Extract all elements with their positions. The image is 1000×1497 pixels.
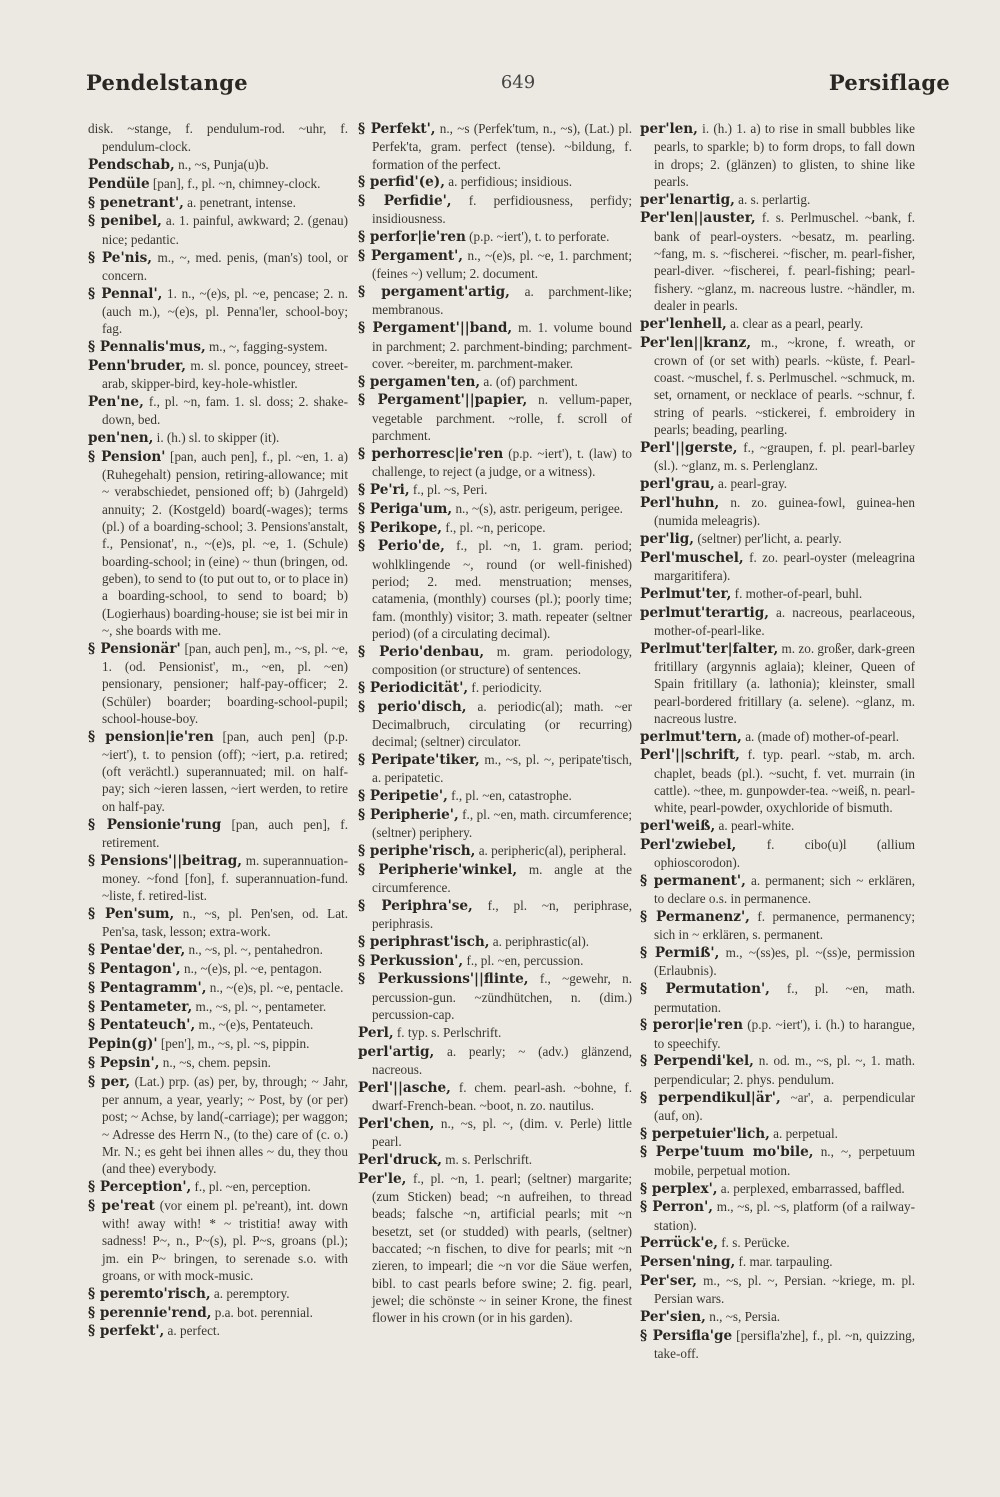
entry-headword: § Pe'ri, <box>358 481 410 498</box>
dictionary-column-2 <box>358 120 632 1437</box>
dictionary-entry <box>88 1178 348 1196</box>
entry-headword: per'len, <box>640 121 698 137</box>
dictionary-entry <box>640 1143 915 1179</box>
dictionary-entry <box>640 908 915 944</box>
entry-definition: m. 1. volume bound in parchment; 2. parchment-binding; parchment-cover. ~bereiter, m. parchment-maker. <box>372 320 632 371</box>
entry-headword: § Peripetie', <box>358 787 448 804</box>
entry-headword: § periphe'risch, <box>358 842 476 859</box>
entry-headword: § perennie'rend, <box>88 1304 212 1321</box>
entry-definition: f., pl. ~n, pericope. <box>445 519 546 535</box>
entry-definition: f., pl. ~en, math. permutation. <box>654 981 915 1015</box>
entry-definition: (Lat.) prp. (as) per, by, through; ~ Jahr, per annum, a year, yearly; ~ Post, by (or per) post; ~ Achse, by land(-carriage); per waggon; ~ Adresse des Herrn N., (to the) care of (c. o.) Mr. N.; es geht bei ihnen alles ~ du, they thou (and thee) everybody. <box>102 1073 348 1177</box>
entry-definition: m. gram. periodology, composition (or structure) of sentences. <box>372 643 632 677</box>
entry-definition: a. peremptory. <box>213 1285 290 1301</box>
entry-definition: f. periodicity. <box>471 679 542 695</box>
entry-definition: n., ~s (Perfek'tum, n., ~s), (Lat.) pl. Perfek'ta, gram. perfect (tense). ~bildung, f. formation of the perfect. <box>372 121 632 172</box>
entry-definition: a. nacreous, pearlaceous, mother-of-pearl-like. <box>654 604 915 638</box>
page-header <box>86 70 950 106</box>
dictionary-entry <box>640 549 915 585</box>
entry-headword: § periphrast'isch, <box>358 933 490 950</box>
entry-definition: f., pl. ~n, fam. 1. sl. doss; 2. shake-down, bed. <box>102 393 348 428</box>
right-running-headword: Persiflage <box>828 70 950 95</box>
entry-definition: n., ~s, pl. ~, pentahedron. <box>188 942 323 958</box>
entry-definition: (p.p. ~iert'), t. to perforate. <box>469 229 610 245</box>
dictionary-entry <box>88 640 348 727</box>
entry-headword: § Perikope, <box>358 519 443 536</box>
entry-headword: Persen'ning, <box>640 1254 736 1271</box>
entry-headword: § perpetuier'lich, <box>640 1125 770 1142</box>
dictionary-entry <box>358 319 632 372</box>
entry-headword: § Pergament'||band, <box>358 320 513 337</box>
entry-headword: § Permiß', <box>640 945 720 962</box>
entry-definition: 1. n., ~(e)s, pl. ~e, pencase; 2. n. (auch m.), ~(e)s, pl. Penna'ler, school-boy; fag. <box>102 285 348 337</box>
entry-definition: f. s. Perücke. <box>721 1235 790 1251</box>
entry-headword: § penetrant', <box>88 194 184 211</box>
dictionary-entry <box>358 1024 632 1042</box>
entry-headword: § perfid'(e), <box>358 174 445 191</box>
entry-definition: m. s. Perlschrift. <box>445 1151 533 1167</box>
entry-definition: n., ~(s), astr. perigeum, perigee. <box>455 500 623 516</box>
entry-headword: § Peripherie', <box>358 806 459 823</box>
entry-headword: Perl'zwiebel, <box>640 836 737 853</box>
dictionary-entry <box>358 537 632 642</box>
dictionary-entry <box>88 1285 348 1303</box>
entry-headword: § Pensionie'rung <box>88 816 222 833</box>
dictionary-entry <box>88 212 348 248</box>
entry-definition: f., pl. ~s, Peri. <box>412 481 488 497</box>
entry-headword: § Pepsin', <box>88 1054 160 1071</box>
entry-definition: a. perfidious; insidious. <box>448 174 573 190</box>
dictionary-entry <box>358 192 632 228</box>
dictionary-entry <box>640 1327 915 1363</box>
dictionary-entry <box>88 816 348 852</box>
entry-headword: pen'nen, <box>88 430 154 447</box>
entry-definition: f. mar. tarpauling. <box>738 1254 833 1270</box>
entry-headword: Per'len||kranz, <box>640 334 752 351</box>
entry-headword: § perhorresc|ie'ren <box>358 445 504 462</box>
entry-definition: m., ~s, pl. ~, pentameter. <box>195 998 327 1014</box>
dictionary-entry <box>640 1089 915 1125</box>
dictionary-entry <box>88 338 348 356</box>
dictionary-entry <box>358 173 632 191</box>
dictionary-entry <box>358 952 632 970</box>
dictionary-entry <box>88 979 348 997</box>
dictionary-entry <box>358 120 632 173</box>
dictionary-entry <box>358 445 632 481</box>
entry-headword: per'lig, <box>640 530 695 547</box>
dictionary-entry <box>88 448 348 639</box>
entry-definition: (p.p. ~iert'), t. (law) to challenge, to reject (a judge, or a witness). <box>372 445 632 480</box>
entry-headword: Penn'bruder, <box>88 357 187 374</box>
dictionary-entry <box>640 1125 915 1143</box>
dictionary-entry <box>358 373 632 391</box>
entry-definition: a. pearl-gray. <box>718 475 788 491</box>
dictionary-entry <box>358 1170 632 1327</box>
entry-definition: [pan], f., pl. ~n, chimney-clock. <box>152 175 321 191</box>
dictionary-entry <box>88 120 348 156</box>
entry-definition: [pan, auch pen], f. retirement. <box>102 816 348 850</box>
dictionary-entry <box>358 519 632 537</box>
dictionary-entry <box>88 1304 348 1322</box>
entry-definition: f., pl. ~en, math. circumference; (seltner) periphery. <box>372 806 632 841</box>
entry-headword: § Pensions'||beitrag, <box>88 852 242 869</box>
dictionary-entry <box>358 861 632 897</box>
dictionary-entry <box>640 872 915 908</box>
dictionary-entry <box>88 429 348 447</box>
dictionary-entry <box>640 585 915 603</box>
entry-definition: disk. ~stange, f. pendulum-rod. ~uhr, f. pendulum-clock. <box>88 121 348 155</box>
dictionary-entry <box>640 315 915 333</box>
dictionary-entry <box>88 960 348 978</box>
entry-definition: [pan, auch pen] (p.p. ~iert'), t. to pension (off); ~iert, p.a. retired; (oft verächtl.) superannuated; mil. on half-pay; sich ~ieren lassen, ~iert werden, to retire on half-pay. <box>102 728 348 814</box>
entry-definition: (p.p. ~iert'), i. (h.) to harangue, to speechify. <box>654 1017 915 1051</box>
dictionary-entry <box>640 1180 915 1198</box>
dictionary-column-3 <box>640 120 915 1437</box>
entry-definition: m., ~s, pl. ~s, platform (of a railway-station). <box>654 1199 915 1233</box>
entry-definition: a. perpetual. <box>773 1125 838 1141</box>
dictionary-entry <box>88 156 348 174</box>
entry-definition: p.a. bot. perennial. <box>214 1304 313 1320</box>
entry-headword: § perio'disch, <box>358 698 467 715</box>
entry-definition: a. 1. painful, awkward; 2. (genau) nice; pedantic. <box>102 213 348 247</box>
entry-definition: a. (made of) mother-of-pearl. <box>745 728 900 744</box>
entry-headword: Pen'ne, <box>88 393 144 410</box>
dictionary-entry <box>358 1115 632 1151</box>
entry-headword: perlmut'tern, <box>640 728 742 745</box>
dictionary-entry <box>88 1016 348 1034</box>
entry-definition: n. od. m., ~s, pl. ~, 1. math. perpendicular; 2. phys. pendulum. <box>654 1053 915 1087</box>
entry-headword: Pendüle <box>88 175 150 192</box>
entry-definition: i. (h.) sl. to skipper (it). <box>156 430 280 446</box>
dictionary-entry <box>358 643 632 679</box>
dictionary-entry <box>640 640 915 727</box>
entry-headword: § Perfekt', <box>358 121 436 137</box>
entry-headword: § per, <box>88 1073 131 1090</box>
entry-definition: n. zo. guinea-fowl, guinea-hen (numida meleagris). <box>654 494 915 529</box>
dictionary-entry <box>640 746 915 816</box>
dictionary-entry <box>640 836 915 872</box>
entry-headword: § Pentateuch', <box>88 1017 196 1034</box>
entry-definition: n., ~s, Persia. <box>709 1309 781 1325</box>
entry-definition: a. parchment-like; membranous. <box>372 284 632 318</box>
dictionary-entry <box>358 933 632 951</box>
entry-headword: § Pergament', <box>358 248 464 265</box>
entry-headword: § perplex', <box>640 1180 718 1197</box>
entry-definition: a. permanent; sich ~ erklären, to declare o.s. in permanence. <box>654 872 915 907</box>
entry-headword: § Pensionär' <box>88 640 181 657</box>
dictionary-entry <box>640 439 915 475</box>
entry-headword: perl'grau, <box>640 475 715 492</box>
entry-headword: § perfor|ie'ren <box>358 229 466 246</box>
page-number: 649 <box>500 72 536 93</box>
entry-headword: Perrück'e, <box>640 1235 718 1252</box>
entry-definition: m., ~krone, f. wreath, or crown of (or set with) pearls. ~küste, f. Pearl-coast. ~muschel, f. s. Perlmuschel. ~schmuck, m. set, ornament, or necklace of pearls. ~schnur, f. string of pearls. ~stickerei, f. embroidery in pearls; beading, pearling. <box>654 334 915 438</box>
entry-definition: f., pl. ~en, perception. <box>194 1179 311 1195</box>
entry-definition: m., ~(e)s, Pentateuch. <box>198 1017 314 1033</box>
entry-headword: Perl'||schrift, <box>640 747 740 764</box>
entry-headword: per'lenartig, <box>640 191 735 208</box>
entry-headword: Perl'druck, <box>358 1151 442 1168</box>
entry-definition: n., ~s, pl. Pen'sen, od. Lat. Pen'sa, task, lesson; extra-work. <box>102 906 348 940</box>
dictionary-entry <box>640 817 915 835</box>
entry-definition: n., ~(e)s, pl. ~e, 1. parchment; (feines ~) vellum; 2. document. <box>372 248 632 282</box>
dictionary-entry <box>358 1043 632 1079</box>
entry-headword: § Pentagramm', <box>88 979 207 996</box>
entry-headword: § Peripate'tiker, <box>358 751 480 768</box>
entry-definition: i. (h.) 1. a) to rise in small bubbles like pearls, to sparkle; b) to form drops, to fall down in drops; 2. (glänzen) to glisten, to shine like pearls. <box>654 121 915 189</box>
entry-headword: § Perfidie', <box>358 193 452 210</box>
dictionary-entry <box>88 175 348 193</box>
entry-headword: § Peripherie'winkel, <box>358 861 518 878</box>
dictionary-entry <box>358 787 632 805</box>
dictionary-entry <box>358 897 632 933</box>
entry-headword: Per'sien, <box>640 1309 706 1326</box>
entry-definition: m. zo. großer, dark-green fritillary (argynnis aglaia); kleiner, Queen of Spain fritillary (a. lathonia); kleinster, small pearl-bordered fritillary (a. selene). ~glanz, m. nacreous lustre. <box>654 640 915 726</box>
entry-headword: § permanent', <box>640 872 746 889</box>
entry-headword: Perl'huhn, <box>640 494 720 511</box>
dictionary-entry <box>88 1054 348 1072</box>
entry-definition: a. (of) parchment. <box>483 373 578 389</box>
dictionary-entry <box>88 728 348 815</box>
dictionary-entry <box>88 1322 348 1340</box>
entry-definition: f., pl. ~en, percussion. <box>466 952 584 968</box>
dictionary-entry <box>88 1197 348 1284</box>
dictionary-entry <box>88 249 348 285</box>
entry-definition: f. cibo(u)l (allium ophioscorodon). <box>654 836 915 871</box>
dictionary-entry <box>88 393 348 429</box>
entry-definition: m., ~, med. penis, (man's) tool, or concern. <box>102 249 348 283</box>
entry-definition: n., ~(e)s, pl. ~e, pentacle. <box>209 979 344 995</box>
dictionary-entry <box>88 998 348 1016</box>
entry-headword: perl'artig, <box>358 1043 435 1060</box>
dictionary-entry <box>640 1016 915 1052</box>
entry-headword: § pergamen'ten, <box>358 373 481 390</box>
dictionary-entry <box>640 120 915 190</box>
entry-headword: § peror|ie'ren <box>640 1017 743 1034</box>
entry-headword: § Perpe'tuum mo'bile, <box>640 1144 814 1161</box>
dictionary-entry <box>358 500 632 518</box>
entry-definition: a. perfect. <box>167 1323 220 1339</box>
entry-definition: f. s. Perlmuschel. ~bank, f. bank of pearl-oysters. ~besatz, m. pearling. ~fang, m. s. ~fischerei. ~fischer, m. pearl-fisher, pearl-diver. ~fischerei, f. pearl-fishing; pearl-fishery. ~glanz, m. nacreous lustre. ~händler, m. dealer in pearls. <box>654 210 915 313</box>
dictionary-entry <box>358 751 632 787</box>
dictionary-entry <box>640 334 915 439</box>
entry-definition: [pan, auch pen], m., ~s, pl. ~e, 1. (od. Pensionist', m., ~en, pl. ~en) pensionary, pensioner; half-pay-officer; 2. (Schüler) boarder; boarding-school-pupil; school-house-boy. <box>102 640 348 726</box>
entry-headword: Pepin(g)' <box>88 1036 158 1053</box>
left-running-headword: Pendelstange <box>86 70 248 95</box>
entry-headword: § Pe'nis, <box>88 249 153 266</box>
entry-definition: f. typ. pearl. ~stab, m. arch. chaplet, beads (pl.). ~sucht, f. vet. murrain (in cattle). ~thee, m. gunpowder-tea. ~weiß, n. pearl-white, pearl-powder, oxychloride of bismuth. <box>654 747 915 816</box>
entry-definition: n., ~s, chem. pepsin. <box>162 1054 271 1070</box>
entry-definition: n., ~(e)s, pl. ~e, pentagon. <box>183 960 323 976</box>
dictionary-entry <box>358 391 632 444</box>
entry-headword: § Perron', <box>640 1199 713 1216</box>
dictionary-entry <box>640 1308 915 1326</box>
entry-definition: [pan, auch pen], f., pl. ~en, 1. a) (Ruhegehalt) pension, retiring-allowance; mit ~ verabschiedet, pensioned off; b) (Jahrgeld) annuity; 2. (Kostgeld) board(-wages); terms (pl.) of a boarding-school; 3. Pensions'anstalt, f., Pensionat', n., ~(e)s, pl. ~e, 1. (Schule) boarding-school; in (eine) ~ thun (bringen, od. geben), to send to (to put out to, or to place in) a boarding-school, to send to board; b) (Logierhaus) boarding-house; sie ist bei mir in ~, she boards with me. <box>102 448 348 638</box>
entry-headword: § perfekt', <box>88 1323 165 1340</box>
entry-definition: f., pl. ~n, 1. pearl; (seltner) margarite; (zum Sticken) bead; ~n aufreihen, to thread beads; falsche ~n, artificial pearls; mit ~n besetzt, set (or studded) with pearls, (seltner) baccated; ~n fischen, to dive for pearls; mit ~n zieren, to impearl; die ~n vor die Säue werfen, bibl. to cast pearls before swine; 2. fig. pearl, jewel; die schönste ~ in seiner Krone, the finest flower in his crown (or in his garden). <box>372 1170 632 1326</box>
entry-definition: f. typ. s. Perlschrift. <box>396 1024 502 1040</box>
dictionary-entry <box>640 728 915 746</box>
entry-definition: f., pl. ~n, 1. gram. period; wohlklingende ~, round (or well-finished) period; 2. med. menstruation; menses, catamenia, (monthly) courses (pl.); poorly time; fam. (monthly) visitor; 3. math. repeater (seltner period) (of a circulating decimal). <box>372 538 632 641</box>
dictionary-entry <box>358 842 632 860</box>
entry-headword: § Pennalis'mus, <box>88 339 206 356</box>
entry-headword: § peremto'risch, <box>88 1285 211 1302</box>
dictionary-entry <box>358 698 632 751</box>
entry-headword: § Permanenz', <box>640 909 750 926</box>
dictionary-entry <box>358 283 632 319</box>
entry-definition: a. pearl-white. <box>718 818 795 834</box>
dictionary-entry <box>88 1073 348 1178</box>
entry-definition: a. pearly; ~ (adv.) glänzend, nacreous. <box>372 1043 632 1077</box>
entry-definition: m., ~s, pl. ~, peripate'tisch, a. peripatetic. <box>372 751 632 786</box>
entry-headword: Per'len||auster, <box>640 210 756 227</box>
entry-headword: per'lenhell, <box>640 315 727 332</box>
entry-headword: Perl, <box>358 1024 394 1041</box>
entry-headword: § Pentameter, <box>88 998 193 1015</box>
entry-headword: § Perkussions'||flinte, <box>358 971 529 988</box>
entry-definition: ~ar', a. perpendicular (auf, on). <box>654 1089 915 1123</box>
entry-headword: § Pentae'der, <box>88 942 186 959</box>
entry-headword: § Periga'um, <box>358 500 453 517</box>
dictionary-entry <box>358 806 632 842</box>
dictionary-entry <box>640 1052 915 1088</box>
entry-headword: § Persifla'ge <box>640 1327 733 1344</box>
entry-definition: f. zo. pearl-oyster (meleagrina margaritifera). <box>654 549 915 583</box>
entry-definition: a. perplexed, embarrassed, baffled. <box>720 1180 905 1196</box>
entry-headword: § Pen'sum, <box>88 906 175 923</box>
entry-headword: § pension|ie'ren <box>88 728 214 745</box>
dictionary-entry <box>640 604 915 640</box>
entry-definition: f., pl. ~en, catastrophe. <box>451 787 572 803</box>
entry-definition: m., ~, fagging-system. <box>209 339 328 355</box>
dictionary-entry <box>358 1079 632 1115</box>
entry-definition: f. perfidiousness, perfidy; insidiousness. <box>372 193 632 227</box>
dictionary-entry <box>640 1272 915 1308</box>
entry-headword: Perl'||gerste, <box>640 439 738 456</box>
dictionary-entry <box>640 530 915 548</box>
dictionary-entry <box>358 970 632 1023</box>
entry-definition: m. sl. ponce, pouncey, street-arab, skipper-bird, key-hole-whistler. <box>102 357 348 392</box>
entry-headword: § Pergament'||papier, <box>358 392 528 409</box>
entry-definition: a. peripheric(al), peripheral. <box>478 842 627 858</box>
dictionary-entry <box>640 1198 915 1234</box>
dictionary-column-1 <box>88 120 348 1437</box>
entry-headword: § pe'reat <box>88 1197 155 1214</box>
entry-definition: m. superannuation-money. ~fond [fon], f. superannuation-fund. ~liste, f. retired-list. <box>102 852 348 904</box>
entry-headword: § Perception', <box>88 1179 192 1196</box>
dictionary-entry <box>640 1234 915 1252</box>
dictionary-entry <box>358 481 632 499</box>
entry-definition: [pen'], m., ~s, pl. ~s, pippin. <box>160 1036 310 1052</box>
entry-definition: (vor einem pl. pe'reant), int. down with! away with! * ~ tristitia! away with sadness! P~, n., P~(s), pl. P~s, groans (pl.); jm. ein P~ bringen, to serenade s.o. with groans, or with mock-music. <box>102 1197 348 1283</box>
entry-definition: m., ~(ss)es, pl. ~(ss)e, permission (Erlaubnis). <box>654 945 915 979</box>
entry-headword: § Permutation', <box>640 981 770 998</box>
entry-headword: § Pension' <box>88 448 166 465</box>
entry-definition: a. periodic(al); math. ~er Decimalbruch, circulating (or recurring) decimal; (seltner) circulator. <box>372 698 632 750</box>
entry-definition: f. permanence, permanency; sich in ~ erklären, s. permanent. <box>654 909 915 943</box>
entry-definition: n., ~s, Punja(u)b. <box>178 157 269 173</box>
entry-definition: f. mother-of-pearl, buhl. <box>734 585 863 601</box>
entry-headword: Perl'chen, <box>358 1115 435 1132</box>
dictionary-entry <box>88 357 348 393</box>
entry-definition: f., ~gewehr, n. percussion-gun. ~zündhütchen, n. (dim.) percussion-cap. <box>372 971 632 1023</box>
entry-headword: § Pentagon', <box>88 960 181 977</box>
entry-definition: m. angle at the circumference. <box>372 861 632 895</box>
entry-headword: perl'weiß, <box>640 818 716 835</box>
entry-definition: (seltner) per'licht, a. pearly. <box>697 530 842 546</box>
dictionary-entry <box>88 852 348 905</box>
entry-headword: Perlmut'ter|falter, <box>640 640 779 657</box>
entry-definition: a. s. perlartig. <box>738 191 811 207</box>
dictionary-entry <box>640 475 915 493</box>
dictionary-entry <box>358 1151 632 1169</box>
entry-headword: § perpendikul|är', <box>640 1089 781 1106</box>
dictionary-entry <box>358 228 632 246</box>
entry-headword: § Perpendi'kel, <box>640 1053 754 1070</box>
entry-headword: perlmut'terartig, <box>640 604 769 621</box>
entry-definition: f., pl. ~n, periphrase, periphrasis. <box>372 897 632 932</box>
entry-definition: a. penetrant, intense. <box>187 194 296 210</box>
entry-headword: Per'ser, <box>640 1273 698 1289</box>
dictionary-entry <box>640 1253 915 1271</box>
entry-definition: a. periphrastic(al). <box>492 933 590 949</box>
entry-headword: § Pennal', <box>88 285 163 302</box>
dictionary-entry <box>640 209 915 314</box>
dictionary-entry <box>88 1035 348 1053</box>
dictionary-entry <box>88 905 348 941</box>
entry-headword: § Periphra'se, <box>358 897 473 914</box>
entry-definition: [persifla'zhe], f., pl. ~n, quizzing, take-off. <box>654 1327 915 1362</box>
entry-headword: Per'le, <box>358 1170 407 1187</box>
entry-headword: § Perio'denbau, <box>358 643 485 660</box>
entry-headword: Pendschab, <box>88 157 175 174</box>
dictionary-entry <box>88 194 348 212</box>
entry-headword: § Periodicität', <box>358 679 469 696</box>
dictionary-entry <box>640 944 915 980</box>
dictionary-entry <box>88 941 348 959</box>
entry-headword: Perl'muschel, <box>640 549 744 566</box>
dictionary-entry <box>358 247 632 283</box>
dictionary-entry <box>358 679 632 697</box>
dictionary-entry <box>640 191 915 209</box>
entry-definition: f. chem. pearl-ash. ~bohne, f. dwarf-French-bean. ~boot, n. zo. nautilus. <box>372 1079 632 1114</box>
entry-definition: a. clear as a pearl, pearly. <box>730 315 864 331</box>
entry-headword: § pergament'artig, <box>358 284 510 301</box>
dictionary-entry <box>640 980 915 1016</box>
entry-definition: n., ~, perpetuum mobile, perpetual motion. <box>654 1144 915 1178</box>
entry-definition: f., ~graupen, f. pl. pearl-barley (sl.). ~glanz, m. s. Perlenglanz. <box>654 439 915 474</box>
dictionary-entry <box>88 285 348 338</box>
entry-definition: n., ~s, pl. ~, (dim. v. Perle) little pearl. <box>372 1115 632 1150</box>
entry-headword: Perl'||asche, <box>358 1079 451 1096</box>
entry-headword: § Perkussion', <box>358 952 464 969</box>
entry-definition: n. vellum-paper, vegetable parchment. ~rolle, f. scroll of parchment. <box>372 392 632 444</box>
entry-headword: § Perio'de, <box>358 538 445 555</box>
entry-headword: § penibel, <box>88 213 162 230</box>
dictionary-entry <box>640 494 915 530</box>
entry-definition: m., ~s, pl. ~, Persian. ~kriege, m. pl. Persian wars. <box>654 1273 915 1307</box>
entry-headword: Perlmut'ter, <box>640 585 732 602</box>
